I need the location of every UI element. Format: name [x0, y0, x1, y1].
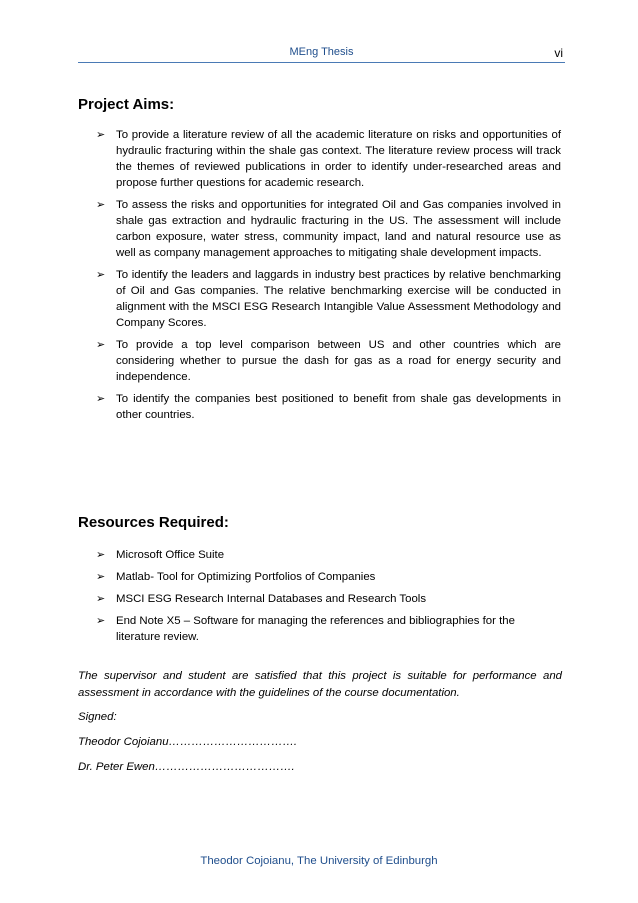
list-item: [96, 197, 561, 261]
arrowhead-bullet-icon: ➢: [96, 129, 106, 141]
list-item-text: To provide a top level comparison between US and other countries which are considering whether to pursue the dash for gas as a road for energy security and independence.: [116, 339, 561, 383]
list-item: [96, 391, 561, 423]
list-item-text: To provide a literature review of all the academic literature on risks and opportunities of hydraulic fracturing within the shale gas context. The literature review process will track the themes of reviewed publications in order to identify under-researched areas and propose further questions for academic research.: [116, 129, 561, 189]
list-item: [96, 127, 561, 191]
list-item-text: Microsoft Office Suite: [116, 549, 225, 561]
signed-label: Signed:: [78, 711, 117, 723]
project-aims-heading: Project Aims:: [78, 96, 175, 113]
list-item: [96, 591, 561, 607]
arrowhead-bullet-icon: ➢: [96, 269, 106, 281]
list-item-text: MSCI ESG Research Internal Databases and Research Tools: [116, 593, 427, 605]
arrowhead-bullet-icon: ➢: [96, 549, 106, 561]
list-item-text: Matlab- Tool for Optimizing Portfolios of Companies: [116, 571, 376, 583]
list-item-text: To assess the risks and opportunities for integrated Oil and Gas companies involved in shale gas extraction and hydraulic fracturing in the US. The assessment will include carbon exposure, water stress, community impact, land and natural resource use as well as company management approaches to mitigating shale development impacts.: [116, 199, 561, 259]
page-footer: Theodor Cojoianu, The University of Edinburgh: [200, 855, 438, 867]
arrowhead-bullet-icon: ➢: [96, 339, 106, 351]
list-item-text: To identify the companies best positioned to benefit from shale gas developments in other countries.: [116, 393, 561, 421]
list-item-text: To identify the leaders and laggards in industry best practices by relative benchmarking of Oil and Gas companies. The relative benchmarking exercise will be conducted in alignment with the MSCI ESG Research Intangible Value Assessment Methodology and Company Scores.: [116, 269, 561, 329]
arrowhead-bullet-icon: ➢: [96, 199, 106, 211]
list-item: [96, 547, 561, 563]
arrowhead-bullet-icon: ➢: [96, 593, 106, 605]
page-header: [78, 40, 565, 63]
project-aims-list: [96, 127, 561, 429]
list-item-text: End Note X5 – Software for managing the references and bibliographies for the literature review.: [116, 615, 515, 643]
resources-required-heading: Resources Required:: [78, 514, 229, 531]
list-item: [96, 267, 561, 331]
list-item: [96, 613, 561, 645]
student-signature-line: Theodor Cojoianu…………………………….: [78, 736, 298, 748]
header-title: MEng Thesis: [289, 46, 354, 58]
approval-statement: The supervisor and student are satisfied that this project is suitable for performance and assessment in accordance with the guidelines of the course documentation.: [78, 670, 562, 699]
resources-required-list: [96, 547, 561, 651]
list-item: [96, 569, 561, 585]
supervisor-signature-line: Dr. Peter Ewen……………………………….: [78, 761, 295, 773]
arrowhead-bullet-icon: ➢: [96, 571, 106, 583]
page-number: vi: [554, 46, 563, 60]
list-item: [96, 337, 561, 385]
arrowhead-bullet-icon: ➢: [96, 393, 106, 405]
arrowhead-bullet-icon: ➢: [96, 615, 106, 627]
